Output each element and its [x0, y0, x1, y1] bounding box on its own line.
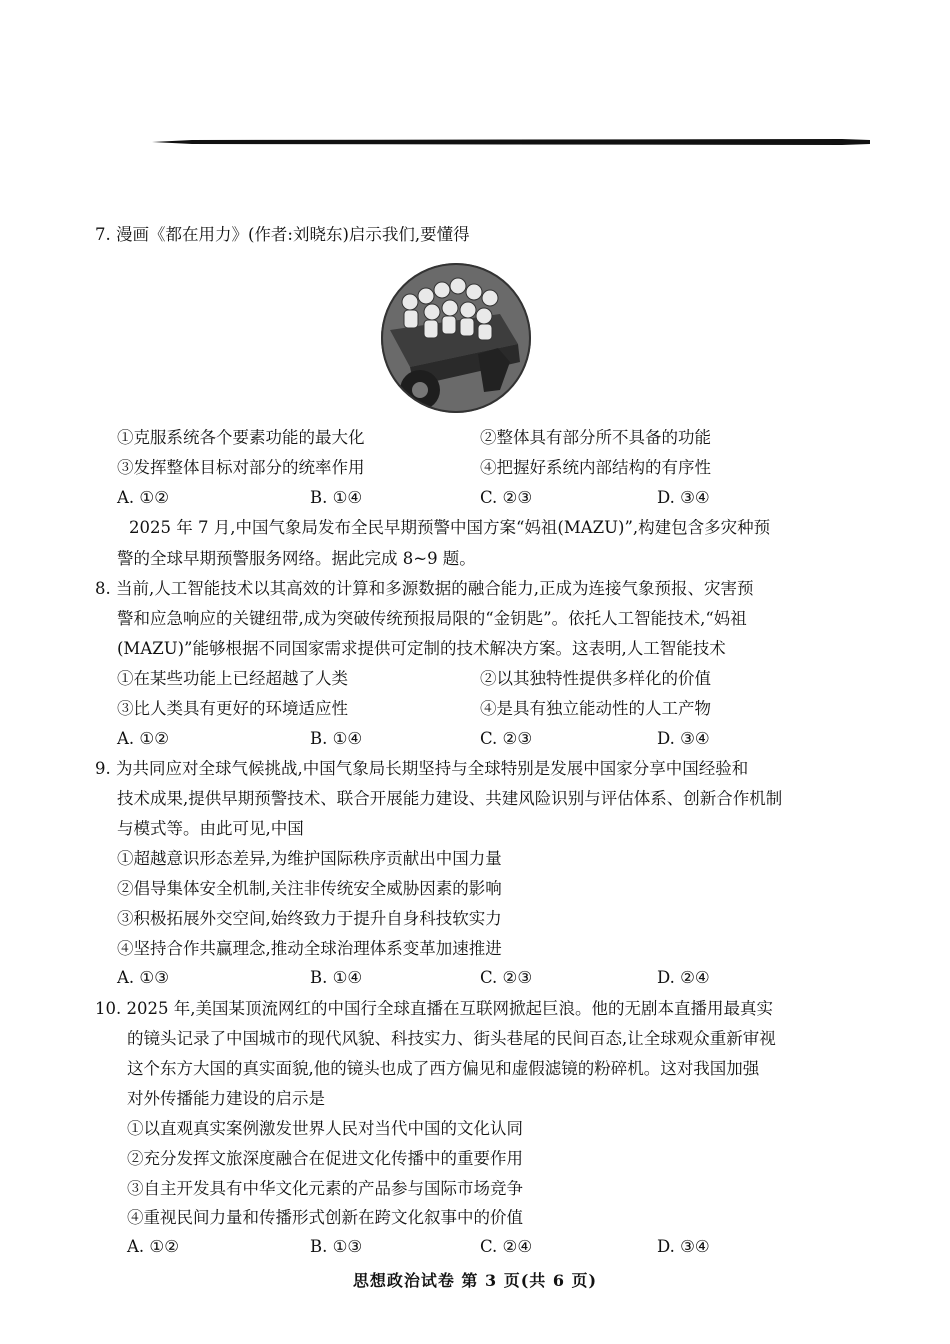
q8-stem-line-1: 8. 当前,人工智能技术以其高效的计算和多源数据的融合能力,正成为连接气象预报、灾害预 — [95, 579, 754, 598]
q10-stem-line-4: 对外传播能力建设的启示是 — [127, 1089, 325, 1108]
q8-item-2: ②以其独特性提供多样化的价值 — [480, 669, 711, 688]
q10-item-4: ④重视民间力量和传播形式创新在跨文化叙事中的价值 — [127, 1208, 523, 1227]
q10-item-3: ③自主开发具有中华文化元素的产品参与国际市场竞争 — [127, 1179, 523, 1198]
q7-stem: 7. 漫画《都在用力》(作者:刘晓东)启示我们,要懂得 — [95, 225, 470, 244]
q10-item-1: ①以直观真实案例激发世界人民对当代中国的文化认同 — [127, 1119, 523, 1138]
material-line-2: 警的全球早期预警服务网络。据此完成 8~9 题。 — [117, 549, 476, 568]
q7-choice-b[interactable]: B. ①④ — [310, 488, 363, 507]
q8-item-4: ④是具有独立能动性的人工产物 — [480, 699, 711, 718]
q7-choice-d[interactable]: D. ③④ — [657, 488, 710, 507]
q9-stem-line-3: 与模式等。由此可见,中国 — [117, 819, 304, 838]
q8-choice-a[interactable]: A. ①② — [117, 729, 169, 748]
q8-choice-b[interactable]: B. ①④ — [310, 729, 363, 748]
q9-choice-a[interactable]: A. ①③ — [117, 968, 169, 987]
q10-stem-line-3: 这个东方大国的真实面貌,他的镜头也成了西方偏见和虚假滤镜的粉碎机。这对我国加强 — [127, 1059, 760, 1078]
q8-item-3: ③比人类具有更好的环境适应性 — [117, 699, 348, 718]
q7-item-4: ④把握好系统内部结构的有序性 — [480, 458, 711, 477]
q10-choice-c[interactable]: C. ②④ — [480, 1237, 533, 1256]
page-footer: 思想政治试卷 第 3 页(共 6 页) — [352, 1271, 598, 1290]
cartoon-image — [380, 262, 532, 414]
q10-stem-line-2: 的镜头记录了中国城市的现代风貌、科技实力、街头巷尾的民间百态,让全球观众重新审视 — [127, 1029, 776, 1048]
q7-item-3: ③发挥整体目标对部分的统率作用 — [117, 458, 365, 477]
q10-item-2: ②充分发挥文旅深度融合在促进文化传播中的重要作用 — [127, 1149, 523, 1168]
q8-choice-c[interactable]: C. ②③ — [480, 729, 533, 748]
q9-item-2: ②倡导集体安全机制,关注非传统安全威胁因素的影响 — [117, 879, 502, 898]
q7-item-2: ②整体具有部分所不具备的功能 — [480, 428, 711, 447]
q9-stem-line-1: 9. 为共同应对全球气候挑战,中国气象局长期坚持与全球特别是发展中国家分享中国经验和 — [95, 759, 749, 778]
q7-choice-a[interactable]: A. ①② — [117, 488, 169, 507]
q9-choice-c[interactable]: C. ②③ — [480, 968, 533, 987]
q8-choice-d[interactable]: D. ③④ — [657, 729, 710, 748]
q9-choice-d[interactable]: D. ②④ — [657, 968, 710, 987]
material-line-1: 2025 年 7 月,中国气象局发布全民早期预警中国方案“妈祖(MAZU)”,构建包含多灾种预 — [129, 518, 771, 537]
q10-choice-b[interactable]: B. ①③ — [310, 1237, 363, 1256]
q7-choice-c[interactable]: C. ②③ — [480, 488, 533, 507]
q10-stem-line-1: 10. 2025 年,美国某顶流网红的中国行全球直播在互联网掀起巨浪。他的无剧本直播用最真实 — [95, 999, 773, 1018]
q9-choice-b[interactable]: B. ①④ — [310, 968, 363, 987]
q9-stem-line-2: 技术成果,提供早期预警技术、联合开展能力建设、共建风险识别与评估体系、创新合作机制 — [117, 789, 783, 808]
q10-choice-d[interactable]: D. ③④ — [657, 1237, 710, 1256]
q8-item-1: ①在某些功能上已经超越了人类 — [117, 669, 348, 688]
q9-item-3: ③积极拓展外交空间,始终致力于提升自身科技软实力 — [117, 909, 502, 928]
q10-choice-a[interactable]: A. ①② — [127, 1237, 179, 1256]
q8-stem-line-2: 警和应急响应的关键纽带,成为突破传统预报局限的“金钥匙”。依托人工智能技术,“妈祖 — [117, 609, 747, 628]
q7-item-1: ①克服系统各个要素功能的最大化 — [117, 428, 365, 447]
q8-stem-line-3: (MAZU)”能够根据不同国家需求提供可定制的技术解决方案。这表明,人工智能技术 — [117, 639, 726, 658]
q9-item-4: ④坚持合作共赢理念,推动全球治理体系变革加速推进 — [117, 939, 502, 958]
q9-item-1: ①超越意识形态差异,为维护国际秩序贡献出中国力量 — [117, 849, 502, 868]
